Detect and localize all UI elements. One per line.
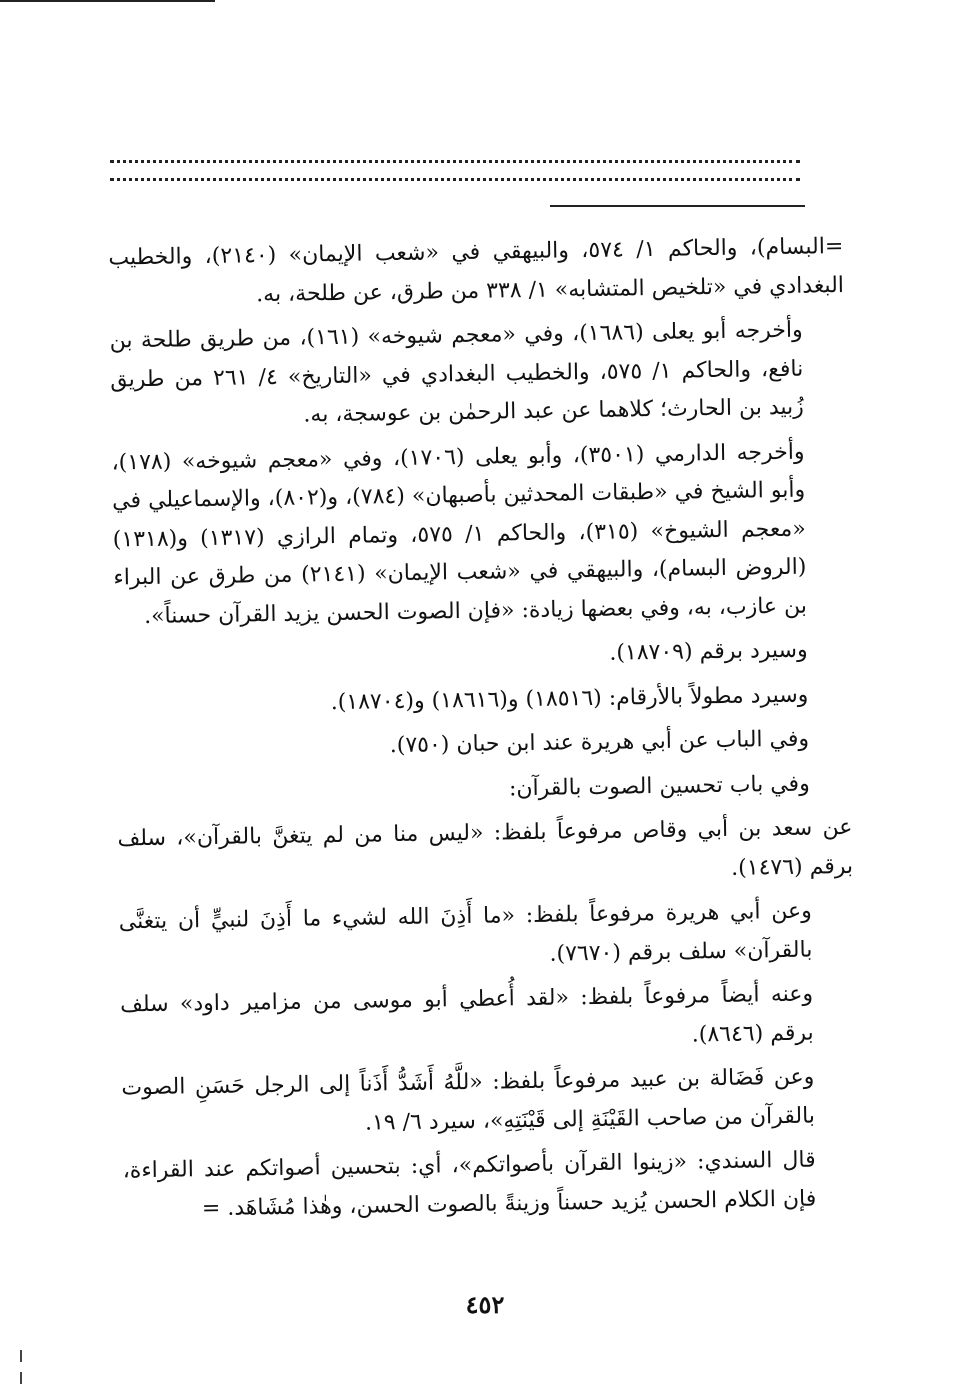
paragraph-12: قال السندي: «زينوا القرآن بأصواتكم»، أي: بتحسين أصواتكم عند القراءة، فإن الكلام الحسن يُزيد حسناً وزينةً بالصوت الحسن، وهٰذا مُشَاهَد. = xyxy=(122,1147,817,1221)
paragraph-10: وعنه أيضاً مرفوعاً بلفظ: «لقد أُعطي أبو موسى من مزامير داود» سلف برقم (٨٦٤٦). xyxy=(119,981,814,1047)
dotted-separator-bottom xyxy=(110,178,800,205)
paragraph-7: وفي باب تحسين الصوت بالقرآن: xyxy=(508,771,810,801)
footnote-text xyxy=(108,228,859,1235)
paragraph-4: وسيرد برقم (١٨٧٠٩). xyxy=(609,637,808,666)
paragraph-6: وفي الباب عن أبي هريرة عند ابن حبان (٧٥٠). xyxy=(389,726,810,759)
paragraph-11: وعن فَضَالة بن عبيد مرفوعاً بلفظ: «للَّهُ أَشَدُّ أَذَناً إلى الرجل حَسَنِ الصوت بالقرآن من صاحب القَيْنَةِ إلى قَيْنَتِهِ»، سيرد ٦/ ١٩. xyxy=(121,1064,816,1136)
margin-tick xyxy=(20,1350,22,1362)
margin-tick xyxy=(20,1372,22,1384)
footnote-rule xyxy=(550,205,805,207)
paragraph-5: وسيرد مطولاً بالأرقام: (١٨٥١٦) و(١٨٦١٦) و(١٨٧٠٤). xyxy=(330,682,809,715)
paragraph-3: وأخرجه الدارمي (٣٥٠١)، وأبو يعلى (١٧٠٦)، وفي «معجم شيوخه» (١٧٨)، وأبو الشيخ في «طبقات المحدثين بأصبهان» (٧٨٤)، و(٨٠٢)، والإسماعيلي في «معجم الشيوخ» (٣١٥)، والحاكم ١/ ٥٧٥، وتمام الرازي (١٣١٧) و(١٣١٨) (الروض البسام)، والبيهقي في «شعب الإيمان» (٢١٤١) من طرق عن البراء بن عازب، به، وفي بعضها زيادة: «فإن الصوت الحسن يزيد القرآن حسناً». xyxy=(111,439,808,629)
paragraph-9: وعن أبي هريرة مرفوعاً بلفظ: «ما أَذِنَ الله لشيء ما أَذِنَ لنبيٍّ أن يتغنَّى بالقرآن» سلف برقم (٧٦٧٠). xyxy=(118,898,813,967)
page-number: ٤٥٢ xyxy=(465,1290,505,1319)
paragraph-8: عن سعد بن أبي وقاص مرفوعاً بلفظ: «ليس منا من لم يتغنَّ بالقرآن»، سلف برقم (١٤٧٦). xyxy=(117,814,854,881)
paragraph-1: =البسام)، والحاكم ١/ ٥٧٤، والبيهقي في «شعب الإيمان» (٢١٤٠)، والخطيب البغدادي في «تلخيص المتشابه» ١/ ٣٣٨ من طرق، عن طلحة، به. xyxy=(108,233,845,307)
paragraph-2: وأخرجه أبو يعلى (١٦٨٦)، وفي «معجم شيوخه» (١٦١)، من طريق طلحة بن نافع، والحاكم ١/ ٥٧٥، والخطيب البغدادي في «التاريخ» ٤/ ٢٦١ من طريق زُبيد بن الحارث؛ كلاهما عن عبد الرحمٰن بن عوسجة، به. xyxy=(109,317,805,428)
top-edge-rule xyxy=(0,0,215,2)
